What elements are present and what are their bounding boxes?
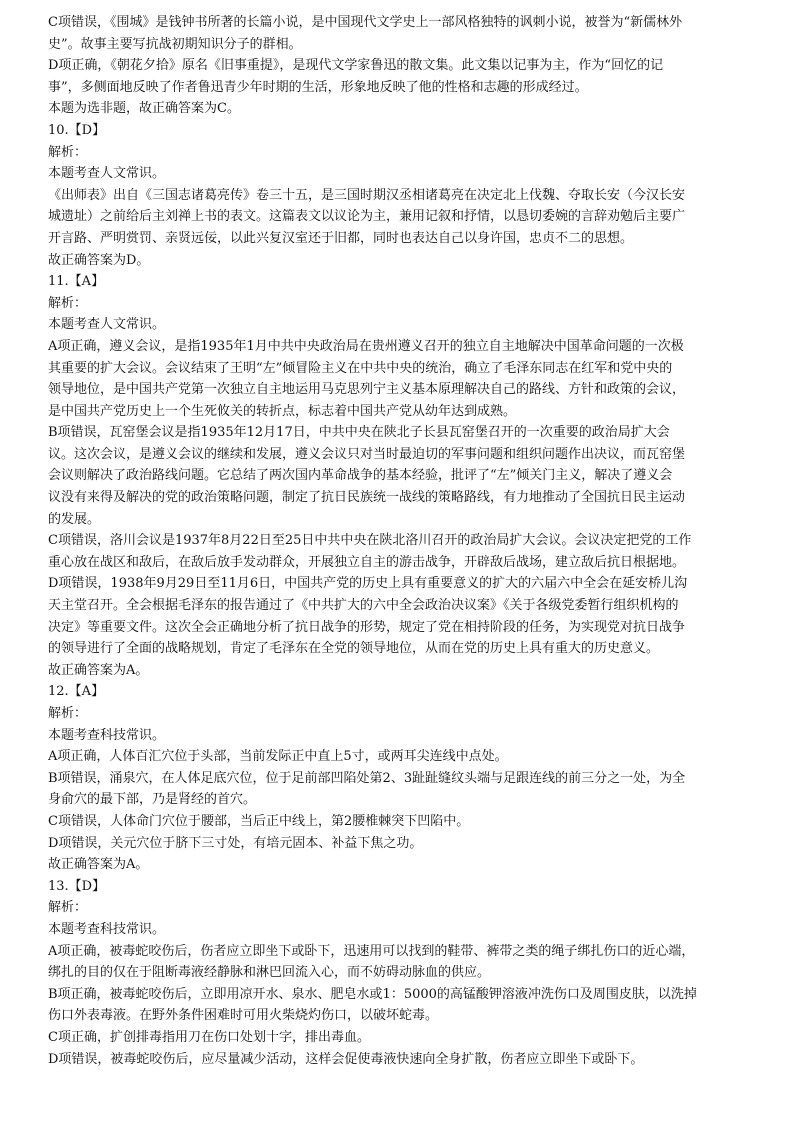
text-line: 故正确答案为A。: [48, 857, 149, 873]
text-line: C项错误，人体命门穴位于腰部，当后正中线上，第2腰椎棘突下凹陷中。: [48, 813, 470, 829]
text-line: 《出师表》出自《三国志诸葛亮传》卷三十五，是三国时期汉丞相诸葛亮在决定北上伐魏、夺取长安（今汉长安: [48, 187, 686, 203]
text-line: 史”。故事主要写抗战初期知识分子的群相。: [48, 36, 302, 52]
question-number: 11.【A】: [48, 274, 105, 290]
text-line: 本题为选非题，故正确答案为C。: [48, 101, 240, 117]
text-line: 城遗址）之前给后主刘禅上书的表文。这篇表文以议论为主，兼用记叙和抒情，以恳切委婉的言辞劝勉后主要广: [48, 209, 686, 225]
text-line: 本题考查科技常识。: [48, 921, 166, 937]
text-line: 故正确答案为A。: [48, 662, 149, 678]
text-line: 的领导进行了全面的战略规划，肯定了毛泽东在全党的领导地位，从而在党的历史上具有重大的历史意义。: [48, 641, 660, 657]
text-line: C项错误，洛川会议是1937年8月22日至25日中共中央在陕北洛川召开的政治局扩大会议。会议决定把党的工作: [48, 533, 692, 549]
text-line: 本题考查科技常识。: [48, 727, 166, 743]
text-line: D项错误，被毒蛇咬伤后，应尽量减少活动，这样会促使毒液快速向全身扩散，伤者应立即坐下或卧下。: [48, 1051, 644, 1067]
text-line: 开言路、严明赏罚、亲贤远佞，以此兴复汉室还于旧都，同时也表达自己以身许国，忠贞不二的思想。: [48, 230, 634, 246]
question-number: 12.【A】: [48, 684, 105, 700]
text-line: 事”，多侧面地反映了作者鲁迅青少年时期的生活，形象地反映了他的性格和志趣的形成经过。: [48, 79, 588, 95]
text-line: 决定》等重要文件。这次全会正确地分析了抗日战争的形势，规定了党在相持阶段的任务，为实现党对抗日战争: [48, 619, 686, 635]
text-line: 绑扎的目的仅在于阻断毒液经静脉和淋巴回流入心，而不妨碍动脉血的供应。: [48, 965, 491, 981]
text-line: 伤口外表毒液。在野外条件困难时可用火柴烧灼伤口，以破坏蛇毒。: [48, 1008, 439, 1024]
text-line: D项错误，关元穴位于脐下三寸处，有培元固本、补益下焦之功。: [48, 835, 423, 851]
text-line: 本题考查人文常识。: [48, 166, 166, 182]
text-line: 是中国共产党历史上一个生死攸关的转折点，标志着中国共产党从幼年达到成熟。: [48, 403, 517, 419]
text-line: B项错误，瓦窑堡会议是指1935年12月17日，中共中央在陕北子长县瓦窑堡召开的一次重要的政治局扩大会: [48, 425, 670, 441]
text-line: 领导地位，是中国共产党第一次独立自主地运用马克思列宁主义基本原理解决自己的路线、方针和政策的会议，: [48, 382, 686, 398]
text-line: 会议则解决了政治路线问题。它总结了两次国内革命战争的基本经验，批评了“左”倾关门主义，解决了遵义会: [48, 468, 673, 484]
text-line: A项正确，人体百汇穴位于头部，当前发际正中直上5寸，或两耳尖连线中点处。: [48, 749, 508, 765]
text-line: A项正确，被毒蛇咬伤后，伤者应立即坐下或卧下，迅速用可以找到的鞋带、裤带之类的绳子绑扎伤口的近心端，: [48, 943, 695, 959]
question-number: 10.【D】: [48, 122, 106, 138]
text-line: 身俞穴的最下部，乃是肾经的首穴。: [48, 792, 257, 808]
text-line: 本题考查人文常识。: [48, 317, 166, 333]
text-line: 天主堂召开。全会根据毛泽东的报告通过了《中共扩大的六中全会政治决议案》《关于各级党委暂行组织机构的: [48, 598, 679, 614]
text-line: 议没有来得及解决的党的政治策略问题，制定了抗日民族统一战线的策略路线，有力地推动了全国抗日民主运动: [48, 490, 686, 506]
analysis-heading: 解析：: [48, 900, 88, 916]
text-line: B项正确，被毒蛇咬伤后，立即用凉开水、泉水、肥皂水或1：5000的高锰酸钾溶液冲洗伤口及周围皮肤，以洗掉: [48, 986, 697, 1002]
text-line: B项错误，涌泉穴，在人体足底穴位，位于足前部凹陷处第2、3趾趾缝纹头端与足跟连线的前三分之一处，为全: [48, 770, 686, 786]
text-line: C项正确，扩创排毒指用刀在伤口处划十字，排出毒血。: [48, 1029, 370, 1045]
text-line: 故正确答案为D。: [48, 252, 150, 268]
analysis-heading: 解析：: [48, 295, 88, 311]
analysis-heading: 解析：: [48, 144, 88, 160]
text-line: D项错误，1938年9月29日至11月6日，中国共产党的历史上具有重要意义的扩大的六届六中全会在延安桥儿沟: [48, 576, 688, 592]
analysis-heading: 解析：: [48, 706, 88, 721]
text-line: 其重要的扩大会议。会议结束了王明“左”倾冒险主义在中共中央的统治，确立了毛泽东同志在红军和党中央的: [48, 360, 673, 376]
text-line: D项正确，《朝花夕拾》原名《旧事重提》，是现代文学家鲁迅的散文集。此文集以记事为主，作为“回忆的记: [48, 58, 664, 74]
text-line: 重心放在战区和敌后，在敌后放手发动群众，开展独立自主的游击战争，开辟敌后战场，建立敌后抗日根据地。: [48, 554, 686, 570]
question-number: 13.【D】: [48, 878, 106, 894]
text-line: 议。这次会议，是遵义会议的继续和发展，遵义会议只对当时最迫切的军事问题和组织问题作出决议，而瓦窑堡: [48, 446, 686, 462]
text-line: 的发展。: [48, 511, 101, 527]
text-line: A项正确，遵义会议，是指1935年1月中共中央政治局在贵州遵义召开的独立自主地解决中国革命问题的一次极: [48, 338, 684, 354]
text-line: C项错误，《围城》是钱钟书所著的长篇小说，是中国现代文学史上一部风格独特的讽刺小说，被誉为“新儒林外: [48, 15, 683, 30]
